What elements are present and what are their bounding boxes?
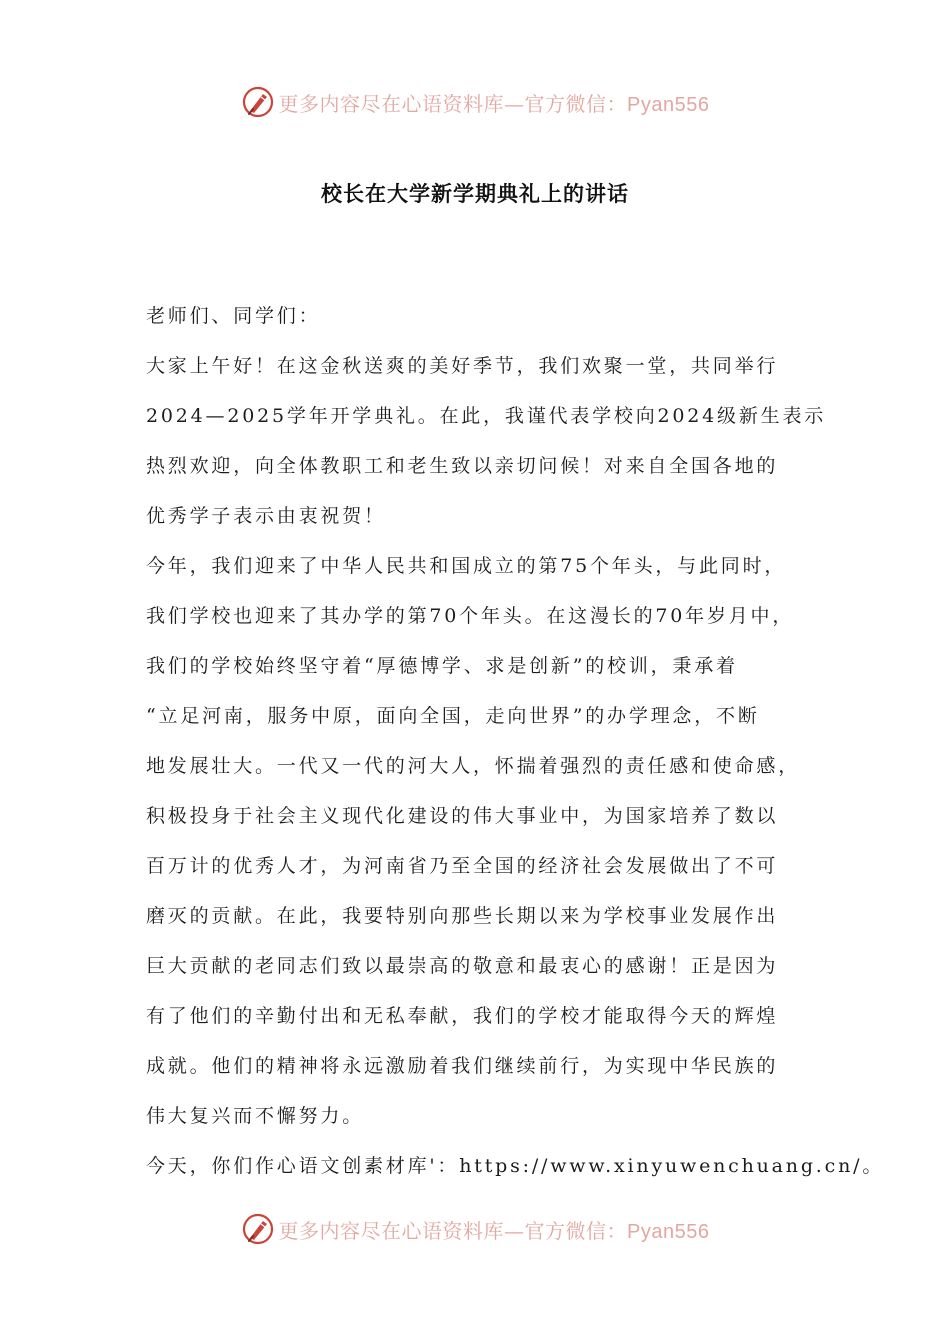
text-line: 热烈欢迎，向全体教职工和老生致以亲切问候！对来自全国各地的 bbox=[146, 455, 779, 477]
text-line: 百万计的优秀人才，为河南省乃至全国的经济社会发展做出了不可 bbox=[146, 855, 779, 877]
text-line: 老师们、同学们： bbox=[146, 305, 321, 327]
text-line: 积极投身于社会主义现代化建设的伟大事业中，为国家培养了数以 bbox=[146, 805, 779, 827]
text-line: 今天，你们作心语文创素材库'：https://www.xinyuwenchuang.cn/。 bbox=[146, 1155, 885, 1177]
text-line: 有了他们的辛勤付出和无私奉献，我们的学校才能取得今天的辉煌 bbox=[146, 1005, 779, 1027]
text-line: 我们学校也迎来了其办学的第70个年头。在这漫长的70年岁月中， bbox=[146, 605, 795, 627]
footer-watermark-banner bbox=[0, 1209, 950, 1249]
text-line: 我们的学校始终坚守着“厚德博学、求是创新”的校训，秉承着 bbox=[146, 655, 738, 677]
quill-pen-logo-icon bbox=[241, 1212, 275, 1246]
footer-wechat-handle: Pyan556 bbox=[627, 1220, 710, 1243]
header-wechat-handle: Pyan556 bbox=[627, 93, 710, 116]
footer-banner-text: 更多内容尽在心语资料库—官方微信：Pyan556 bbox=[278, 1218, 710, 1243]
text-line: 成就。他们的精神将永远激励着我们继续前行，为实现中华民族的 bbox=[146, 1055, 779, 1077]
text-line: 伟大复兴而不懈努力。 bbox=[146, 1105, 365, 1127]
text-line: 2024—2025学年开学典礼。在此，我谨代表学校向2024级新生表示 bbox=[146, 405, 827, 427]
header-banner-text: 更多内容尽在心语资料库—官方微信：Pyan556 bbox=[278, 91, 710, 116]
text-line: 优秀学子表示由衷祝贺！ bbox=[146, 505, 386, 527]
text-line: 磨灭的贡献。在此，我要特别向那些长期以来为学校事业发展作出 bbox=[146, 905, 779, 927]
header-watermark-banner bbox=[0, 82, 950, 122]
text-line: 巨大贡献的老同志们致以最崇高的敬意和最衷心的感谢！正是因为 bbox=[146, 955, 779, 977]
speech-body bbox=[146, 298, 885, 1198]
text-line: 今年，我们迎来了中华人民共和国成立的第75个年头，与此同时， bbox=[146, 555, 787, 577]
page-title: 校长在大学新学期典礼上的讲话 bbox=[321, 182, 629, 206]
text-line: 地发展壮大。一代又一代的河大人，怀揣着强烈的责任感和使命感， bbox=[146, 755, 801, 777]
text-line: “立足河南，服务中原，面向全国，走向世界”的办学理念，不断 bbox=[146, 705, 760, 727]
text-line: 大家上午好！在这金秋送爽的美好季节，我们欢聚一堂，共同举行 bbox=[146, 355, 779, 377]
quill-pen-logo-icon bbox=[241, 85, 275, 119]
